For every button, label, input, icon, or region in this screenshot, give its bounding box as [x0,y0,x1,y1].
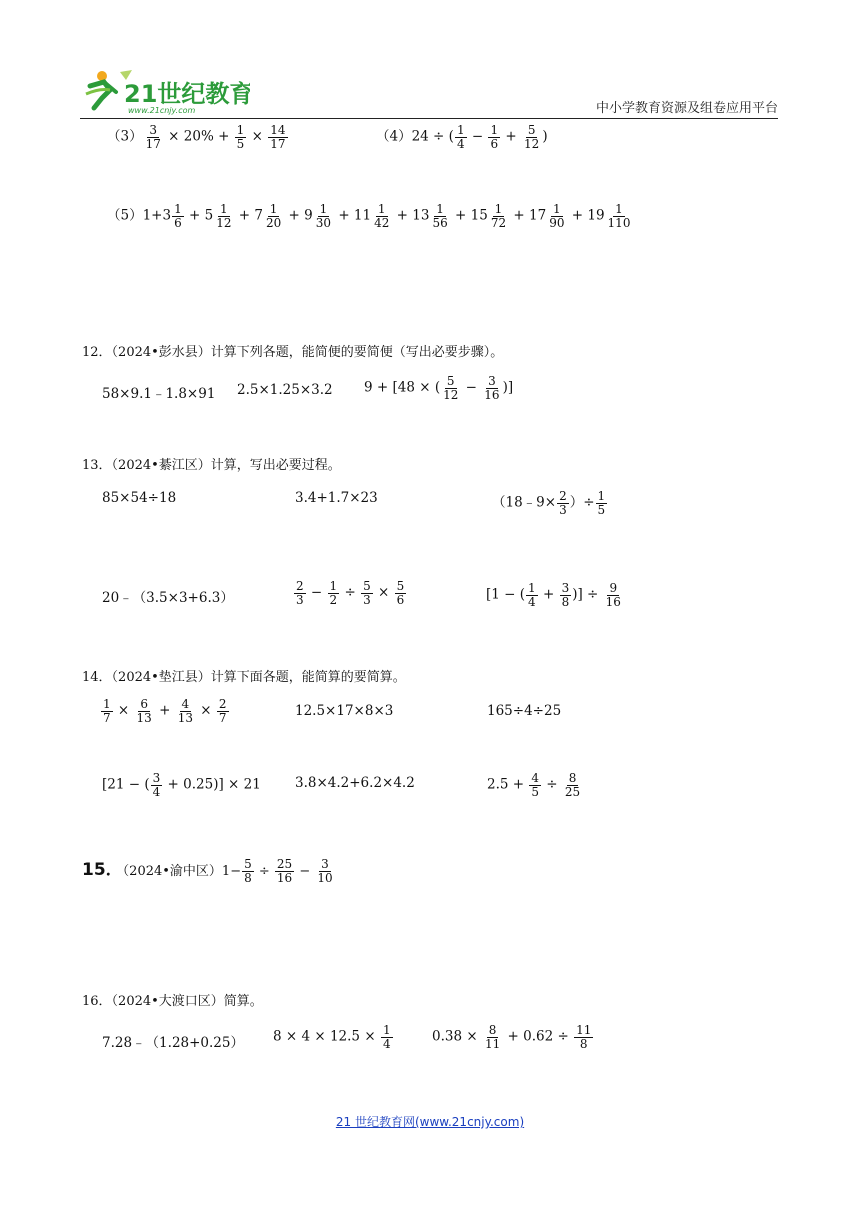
q11-part4-label: （4）24 ÷ ( [376,128,454,145]
header-divider [80,118,778,119]
fraction: $\frac{1}{12}$ [216,202,232,230]
fraction: $\frac{1}{6}$ [490,123,499,151]
q15-number: 15． [82,860,123,880]
q13-expr3-mid: ）÷ [569,494,595,511]
q11-part5-label: （5）1+3 [107,207,172,224]
q16-title: 16．（2024•大渡口区）简算。 [82,994,263,1009]
q16-expr3 [432,1024,594,1050]
fraction: $\frac{5}{6}$ [396,579,405,607]
fraction: $\frac{8}{11}$ [484,1023,501,1051]
fraction: $\frac{1}{42}$ [374,202,390,230]
site-logo [80,68,250,116]
fraction: $\frac{1}{4}$ [382,1023,391,1051]
q11-part3-label: （3） [107,128,143,145]
q14-expr3: 165÷4÷25 [487,703,562,719]
platform-title: 中小学教育资源及组卷应用平台 [595,101,778,116]
q14-expr4 [102,772,261,798]
q13-expr6: [1 − ( $\frac{1}{4}$ + $\frac{3}{8}$ )] ÷ $\frac{9}{16}$ [486,581,621,609]
logo-text: 21世纪教育 [124,80,250,108]
fraction: $\frac{3}{16}$ [484,374,500,402]
fraction: $\frac{1}{90}$ [549,202,565,230]
fraction: $\frac{1}{56}$ [432,202,448,230]
q14-expr5: 3.8×4.2+6.2×4.2 [295,775,415,791]
fraction: $\frac{1}{20}$ [265,202,282,230]
fraction: $\frac{1}{72}$ [490,202,507,230]
footer-link[interactable]: 21 世纪教育网(www.21cnjy.com) [335,1115,525,1129]
fraction: $\frac{2}{3}$ [559,489,567,517]
footer [0,1113,860,1130]
q15: 15．（2024•渝中区）1− $\frac{5}{8}$ ÷ $\frac{25}{16}$ − $\frac{3}{10}$ [82,857,333,885]
fraction: $\frac{1}{4}$ [528,581,536,609]
fraction: $\frac{1}{2}$ [329,579,338,607]
fraction: $\frac{6}{13}$ [136,697,152,725]
q13-title: 13．（2024•綦江区）计算，写出必要过程。 [82,458,341,473]
fraction: $\frac{11}{8}$ [576,1023,592,1051]
q14-title: 14．（2024•垫江县）计算下面各题，能简算的要简算。 [82,670,406,685]
q12-title: 12．（2024•彭水县）计算下列各题，能简便的要简便（写出必要步骤）。 [82,345,504,360]
fraction: $\frac{1}{110}$ [607,202,631,230]
q14-expr6-pre: 2.5 + [487,776,525,793]
q11-part3: （3） $\frac{3}{17}$ × 20% + $\frac{1}{5}$ × $\frac{14}{17}$ [107,123,286,151]
runner-logo-icon [80,68,250,116]
fraction: $\frac{3}{4}$ [152,771,161,799]
q12-expr3-post: )] [502,379,514,396]
q14-expr2: 12.5×17×8×3 [295,703,394,719]
fraction: $\frac{5}{12}$ [443,374,459,402]
q14-expr4-post: + 0.25)] × 21 [167,776,261,793]
fraction: $\frac{5}{12}$ [524,123,540,151]
q13-expr3-pre: （18﹣9× [492,494,557,511]
fraction: $\frac{3}{10}$ [317,857,333,885]
fraction: $\frac{1}{5}$ [597,489,606,517]
fraction: $\frac{2}{3}$ [296,579,304,607]
q13-expr6-mid: )] ÷ [572,586,599,603]
fraction: $\frac{5}{8}$ [244,857,252,885]
fraction: $\frac{1}{4}$ [456,123,465,151]
fraction: $\frac{1}{30}$ [315,202,332,230]
q16-expr3-mid: + 0.62 ÷ [507,1028,569,1045]
fraction: $\frac{5}{3}$ [363,579,371,607]
q13-expr6-pre: [1 − ( [486,586,526,603]
fraction: $\frac{14}{17}$ [270,123,286,151]
q13-expr1: 85×54÷18 [102,490,177,506]
q14-expr6: 2.5 + $\frac{4}{5}$ ÷ $\frac{8}{25}$ [487,771,581,799]
q13-expr3 [492,490,608,516]
q16-expr2 [273,1024,394,1050]
fraction: $\frac{1}{7}$ [103,697,111,725]
q13-expr2: 3.4+1.7×23 [295,490,378,506]
fraction: $\frac{25}{16}$ [276,857,293,885]
fraction: $\frac{8}{25}$ [564,771,581,799]
q11-part5: （5）1+3 $\frac{1}{6}$ + 5 $\frac{1}{12}$ + 7 $\frac{1}{20}$ + 9 $\frac{1}{30}$ + 11 $\frac{1}{42}$ + 13 $\frac{1}{56}$ + 15 $\frac{1}{72}$ + 17 $\frac{1}{90}$ + 19 $\frac{1}{110}$ [107,202,631,230]
q14-expr1: $\frac{1}{7}$ × $\frac{6}{13}$ + $\frac{4}{13}$ × $\frac{2}{7}$ [103,697,227,725]
fraction: $\frac{4}{5}$ [531,771,540,799]
q13-expr5: $\frac{2}{3}$ − $\frac{1}{2}$ ÷ $\frac{5}{3}$ × $\frac{5}{6}$ [296,579,405,607]
fraction: $\frac{9}{16}$ [605,581,621,609]
q11-part4: （4）24 ÷ ( $\frac{1}{4}$ − $\frac{1}{6}$ + $\frac{5}{12}$ ) [376,123,548,151]
fraction: $\frac{3}{17}$ [145,123,161,151]
q16-expr3-pre: 0.38 × [432,1028,478,1045]
q16-expr2-pre: 8 × 4 × 12.5 × [273,1028,376,1045]
q12-expr3-pre: 9 + [48 × ( [364,379,441,396]
q15-title: （2024•渝中区）1− [122,864,242,879]
fraction: $\frac{1}{5}$ [236,123,245,151]
fraction: $\frac{4}{13}$ [177,697,194,725]
q12-expr1: 58×9.1﹣1.8×91 [102,386,216,402]
q13-expr4: 20﹣（3.5×3+6.3） [102,590,234,606]
fraction: $\frac{2}{7}$ [218,697,227,725]
q12-expr2: 2.5×1.25×3.2 [237,382,333,398]
q16-expr1: 7.28﹣（1.28+0.25） [102,1035,244,1051]
fraction: $\frac{1}{6}$ [174,202,182,230]
q12-expr3: 9 + [48 × ( $\frac{5}{12}$ − $\frac{3}{16}$ )] [364,374,514,402]
logo-subtext: www.21cnjy.com [128,106,196,115]
q14-expr4-pre: [21 − ( [102,776,150,793]
fraction: $\frac{3}{8}$ [561,581,570,609]
